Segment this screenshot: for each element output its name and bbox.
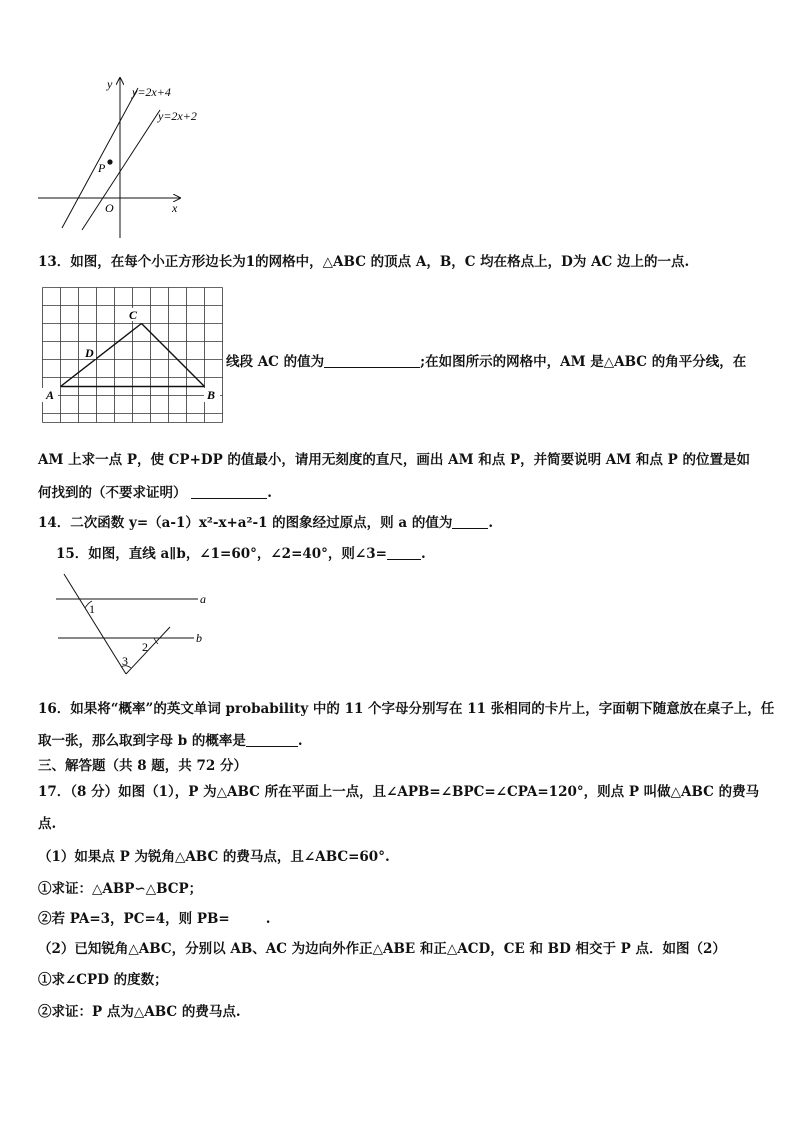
point-d-label: D — [85, 346, 94, 360]
q16-line2-end: . — [297, 733, 303, 749]
q15-text: 15．如图，直线 a∥b，∠1=60°，∠2=40°，则∠3= — [56, 546, 387, 562]
q13-line4-end: . — [267, 485, 272, 501]
line-b-label: b — [196, 631, 202, 645]
vertex-a-label: A — [46, 388, 55, 402]
q17-sub1-2-end: . — [265, 911, 271, 927]
answer-blank-prob[interactable] — [246, 734, 298, 747]
answer-blank-angle3[interactable] — [387, 547, 421, 560]
answer-blank-a[interactable] — [452, 516, 488, 529]
line1-label: y=2x+4 — [132, 85, 171, 99]
vertex-b-label: B — [207, 388, 216, 402]
q15-end: . — [420, 546, 426, 562]
q14-line — [38, 511, 493, 531]
q17-sub2: （2）已知锐角△ABC，分别以 AB、AC 为边向外作正△ABE 和正△ACD，CE 和 BD 相交于 P 点．如图（2） — [38, 941, 726, 957]
q13-line2-b: ;在如图所示的网格中，AM 是△ABC 的角平分线，在 — [420, 354, 747, 370]
segment-bc — [142, 324, 205, 387]
q17-sub1: （1）如果点 P 为锐角△ABC 的费马点，且∠ABC=60°. — [38, 849, 390, 865]
answer-blank-explain[interactable] — [191, 486, 267, 499]
point-p-label: P — [98, 161, 106, 175]
line-y-2x-4 — [62, 88, 138, 228]
q13-line3: AM 上求一点 P，使 CP+DP 的值最小，请用无刻度的直尺，画出 AM 和点 P，并简要说明 AM 和点 P 的位置是如 — [38, 452, 750, 468]
parallel-lines-figure — [54, 572, 214, 680]
line2-label: y=2x+2 — [158, 109, 197, 123]
q14-text: 14．二次函数 y=（a-1）x²-x+a²-1 的图象经过原点，则 a 的值为 — [38, 515, 453, 531]
answer-blank-ac[interactable] — [324, 355, 420, 368]
q13-line2 — [226, 350, 746, 370]
origin-label: O — [105, 201, 114, 215]
section-3-heading: 三、解答题（共 8 题，共 72 分） — [38, 758, 247, 774]
q16-line1: 16．如果将“概率”的英文单词 probability 中的 11 个字母分别写在 11 张相同的卡片上，字面朝下随意放在桌子上，任 — [38, 701, 775, 717]
point-p — [107, 159, 112, 164]
q17-sub1-2 — [38, 907, 270, 927]
q17-sub1-2-text: ②若 PA=3，PC=4，则 PB= — [38, 911, 230, 927]
vertex-c-label: C — [129, 308, 138, 322]
q13-line4 — [38, 481, 272, 501]
q17-sub2-2: ②求证：P 点为△ABC 的费马点. — [38, 1004, 241, 1020]
transversal-1 — [64, 574, 126, 674]
q16-line2 — [38, 729, 303, 749]
transversal-2 — [126, 627, 170, 674]
y-axis-label: y — [107, 77, 113, 91]
x-axis-label: x — [172, 201, 178, 215]
q17-sub1-1: ①求证：△ABP∽△BCP； — [38, 881, 203, 897]
linear-graph-figure — [30, 72, 220, 242]
q14-end: . — [488, 515, 494, 531]
segment-ac — [61, 324, 142, 387]
q17-sub2-1: ①求∠CPD 的度数； — [38, 972, 168, 988]
q15-line — [56, 542, 426, 562]
q13-line1: 13．如图，在每个小正方形边长为1的网格中，△ABC 的顶点 A，B，C 均在格点上，D为 AC 边上的一点. — [38, 254, 690, 270]
angle-1-label: 1 — [89, 602, 95, 616]
angle-2-label: 2 — [142, 640, 148, 654]
q16-line2-text: 取一张，那么取到字母 b 的概率是 — [38, 733, 246, 749]
grid-figure — [38, 284, 226, 428]
angle-3-label: 3 — [122, 654, 128, 668]
q13-line2-a: 线段 AC 的值为 — [226, 354, 325, 370]
q17-line1: 17．（8 分）如图（1），P 为△ABC 所在平面上一点，且∠APB=∠BPC=∠CPA=120°，则点 P 叫做△ABC 的费马 — [38, 784, 760, 800]
q13-line4-text: 何找到的（不要求证明） — [38, 485, 187, 501]
q17-line2: 点. — [38, 816, 57, 832]
line-a-label: a — [200, 592, 206, 606]
